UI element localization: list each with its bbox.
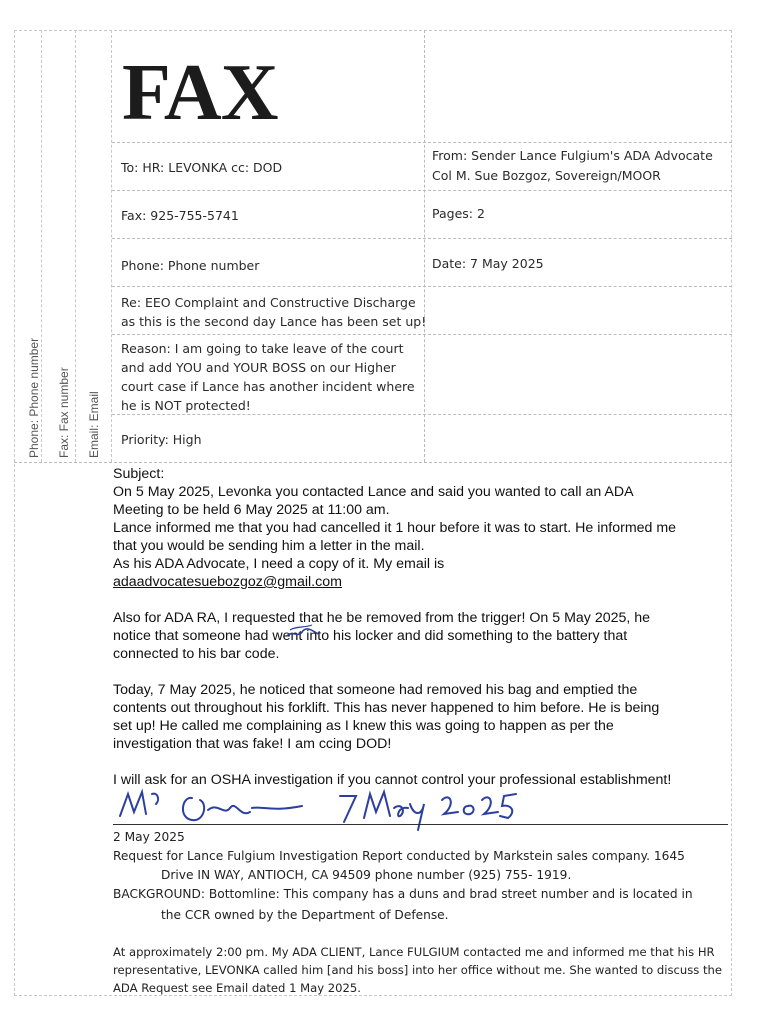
grid-divider [112, 238, 732, 239]
re-field-line2: as this is the second day Lance has been set up! [121, 314, 427, 329]
reason-field-line2: and add YOU and YOUR BOSS on our Higher [121, 360, 396, 375]
attachment-line: Drive IN WAY, ANTIOCH, CA 94509 phone number (925) 755- 1919. [161, 868, 572, 882]
attachment-line: representative, LEVONKA called him [and his boss] into her office without me. She wanted to discuss the [113, 963, 723, 977]
pages-field: Pages: 2 [432, 206, 485, 221]
re-field-line1: Re: EEO Complaint and Constructive Discharge [121, 295, 416, 310]
handwritten-correction-mark [284, 622, 324, 644]
attachment-line: the CCR owned by the Department of Defense. [161, 908, 449, 922]
attachment-line: At approximately 2:00 pm. My ADA CLIENT, Lance FULGIUM contacted me and informed me that his HR [113, 945, 715, 959]
priority-field: Priority: High [121, 432, 202, 447]
email-link[interactable]: adaadvocatesuebozgoz@gmail.com [113, 574, 342, 590]
attachment-line: BACKGROUND: Bottomline: This company has a duns and brad street number and is located in [113, 887, 693, 901]
sidebar-phone: Phone: Phone number [27, 337, 41, 458]
phone-field: Phone: Phone number [121, 258, 260, 273]
attachment-line: Request for Lance Fulgium Investigation Report conducted by Markstein sales company. 1645 [113, 849, 685, 863]
to-field: To: HR: LEVONKA cc: DOD [121, 160, 283, 175]
attachment-line: ADA Request see Email dated 1 May 2025. [113, 981, 361, 995]
fax-title: FAX [122, 49, 278, 137]
body-line: that you would be sending him a letter in the mail. [113, 538, 425, 554]
grid-divider [112, 142, 732, 143]
body-line: I will ask for an OSHA investigation if you cannot control your professional establishment! [113, 772, 672, 788]
body-line: notice that someone had went into his locker and did something to the battery that [113, 628, 628, 644]
reason-field-line4: he is NOT protected! [121, 398, 251, 413]
body-line: On 5 May 2025, Levonka you contacted Lance and said you wanted to call an ADA [113, 484, 634, 500]
body-line: contents out throughout his forklift. This has never happened to him before. He is being [113, 700, 660, 716]
grid-divider [112, 286, 732, 287]
reason-field-line1: Reason: I am going to take leave of the court [121, 341, 404, 356]
attachment-date: 2 May 2025 [113, 830, 185, 844]
body-line: Today, 7 May 2025, he noticed that someone had removed his bag and emptied the [113, 682, 638, 698]
body-line: Meeting to be held 6 May 2025 at 11:00 am. [113, 502, 390, 518]
body-line: connected to his bar code. [113, 646, 280, 662]
body-line: Also for ADA RA, I requested that he be removed from the trigger! On 5 May 2025, he [113, 610, 651, 626]
grid-divider [112, 334, 732, 335]
fax-number-field: Fax: 925-755-5741 [121, 208, 239, 223]
date-field: Date: 7 May 2025 [432, 256, 544, 271]
body-line: Lance informed me that you had cancelled it 1 hour before it was to start. He informed me [113, 520, 677, 536]
body-line: As his ADA Advocate, I need a copy of it. My email is [113, 556, 445, 572]
signature-line [113, 824, 728, 825]
grid-divider [112, 190, 732, 191]
grid-divider-vertical [424, 30, 425, 462]
reason-field-line3: court case if Lance has another incident where [121, 379, 415, 394]
from-field-line2: Col M. Sue Bozgoz, Sovereign/MOOR [432, 168, 661, 183]
body-line: set up! He called me complaining as I knew this was going to happen as per the [113, 718, 614, 734]
subject-label: Subject: [113, 466, 165, 482]
from-field-line1: From: Sender Lance Fulgium's ADA Advocate [432, 148, 713, 163]
sidebar-email: Email: Email [87, 391, 101, 458]
grid-divider [14, 462, 732, 463]
body-line: investigation that was fake! I am ccing DOD! [113, 736, 392, 752]
sidebar-fax: Fax: Fax number [57, 367, 71, 458]
